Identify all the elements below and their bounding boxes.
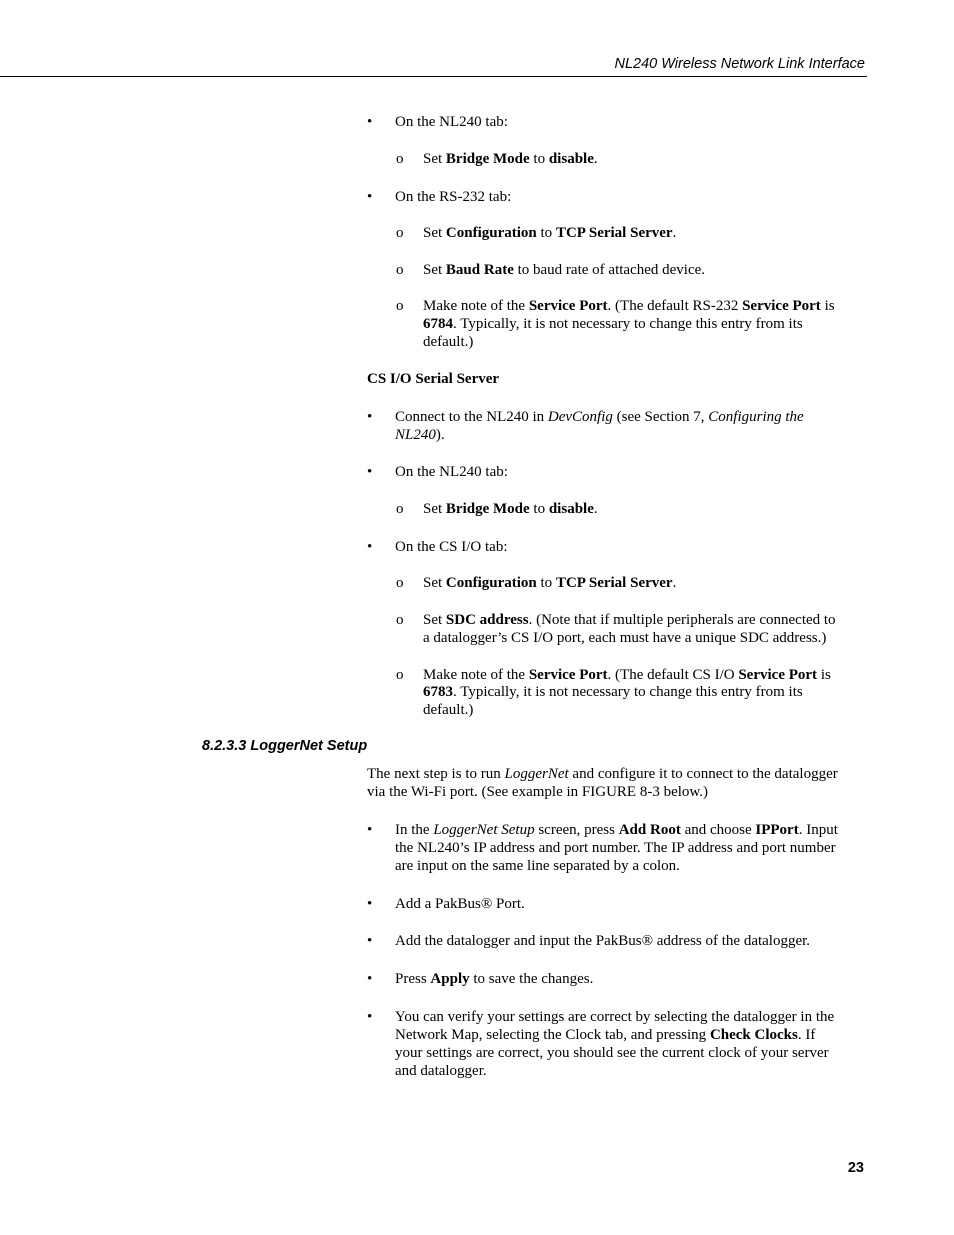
step-set-configuration: Set Configuration to TCP Serial Server. — [423, 225, 677, 241]
sub-bullet: o — [396, 575, 404, 591]
bullet: • — [367, 1009, 373, 1025]
step-add-root-line3: are input on the same line separated by a colon. — [395, 858, 680, 874]
bullet: • — [367, 189, 373, 205]
paragraph-intro-line2: via the Wi-Fi port. (See example in FIGURE 8-3 below.) — [367, 784, 708, 800]
bullet: • — [367, 933, 373, 949]
step-verify-line2: Network Map, selecting the Clock tab, and pressing Check Clocks. If — [395, 1027, 816, 1043]
bullet: • — [367, 409, 373, 425]
sub-bullet: o — [396, 612, 404, 628]
sub-bullet: o — [396, 225, 404, 241]
step-set-bridge-mode: Set Bridge Mode to disable. — [423, 151, 598, 167]
step-set-bridge-mode: Set Bridge Mode to disable. — [423, 501, 598, 517]
page-number: 23 — [847, 1160, 864, 1176]
sub-bullet: o — [396, 262, 404, 278]
header-title: NL240 Wireless Network Link Interface — [614, 56, 865, 72]
step-service-port-line3: default.) — [423, 702, 474, 718]
step-nl240-tab: On the NL240 tab: — [395, 464, 508, 480]
step-service-port-line1: Make note of the Service Port. (The default CS I/O Service Port is — [423, 667, 831, 683]
step-add-root-line2: the NL240’s IP address and port number. The IP address and port number — [395, 840, 836, 856]
running-header — [0, 0, 867, 77]
step-csio-tab: On the CS I/O tab: — [395, 539, 508, 555]
bullet: • — [367, 971, 373, 987]
step-service-port-line1: Make note of the Service Port. (The default RS-232 Service Port is — [423, 298, 835, 314]
sub-bullet: o — [396, 501, 404, 517]
step-rs232-tab: On the RS-232 tab: — [395, 189, 512, 205]
bullet: • — [367, 896, 373, 912]
bullet: • — [367, 539, 373, 555]
bullet: • — [367, 464, 373, 480]
step-set-sdc-line1: Set SDC address. (Note that if multiple peripherals are connected to — [423, 612, 836, 628]
step-set-configuration: Set Configuration to TCP Serial Server. — [423, 575, 677, 591]
step-service-port-line2: 6784. Typically, it is not necessary to change this entry from its — [423, 316, 803, 332]
section-heading-csio: CS I/O Serial Server — [367, 371, 500, 387]
sub-bullet: o — [396, 298, 404, 314]
step-connect-line2: NL240). — [395, 427, 445, 443]
step-add-datalogger: Add the datalogger and input the PakBus® address of the datalogger. — [395, 933, 811, 949]
paragraph-intro-line1: The next step is to run LoggerNet and configure it to connect to the datalogger — [367, 766, 838, 782]
step-service-port-line2: 6783. Typically, it is not necessary to change this entry from its — [423, 684, 803, 700]
step-set-baud-rate: Set Baud Rate to baud rate of attached device. — [423, 262, 706, 278]
step-add-root-line1: In the LoggerNet Setup screen, press Add Root and choose IPPort. Input — [395, 822, 838, 838]
step-add-pakbus-port: Add a PakBus® Port. — [395, 896, 525, 912]
step-service-port-line3: default.) — [423, 334, 474, 350]
bullet: • — [367, 822, 373, 838]
section-heading-loggernet: 8.2.3.3 LoggerNet Setup — [202, 738, 368, 754]
step-verify-line1: You can verify your settings are correct by selecting the datalogger in the — [395, 1009, 835, 1025]
step-connect-line1: Connect to the NL240 in DevConfig (see Section 7, Configuring the — [395, 409, 804, 425]
sub-bullet: o — [396, 667, 404, 683]
step-set-sdc-line2: a datalogger’s CS I/O port, each must have a unique SDC address.) — [423, 630, 827, 646]
step-nl240-tab: On the NL240 tab: — [395, 114, 508, 130]
step-verify-line3: your settings are correct, you should see the current clock of your server — [395, 1045, 829, 1061]
step-verify-line4: and datalogger. — [395, 1063, 487, 1079]
sub-bullet: o — [396, 151, 404, 167]
bullet: • — [367, 114, 373, 130]
step-press-apply: Press Apply to save the changes. — [395, 971, 594, 987]
